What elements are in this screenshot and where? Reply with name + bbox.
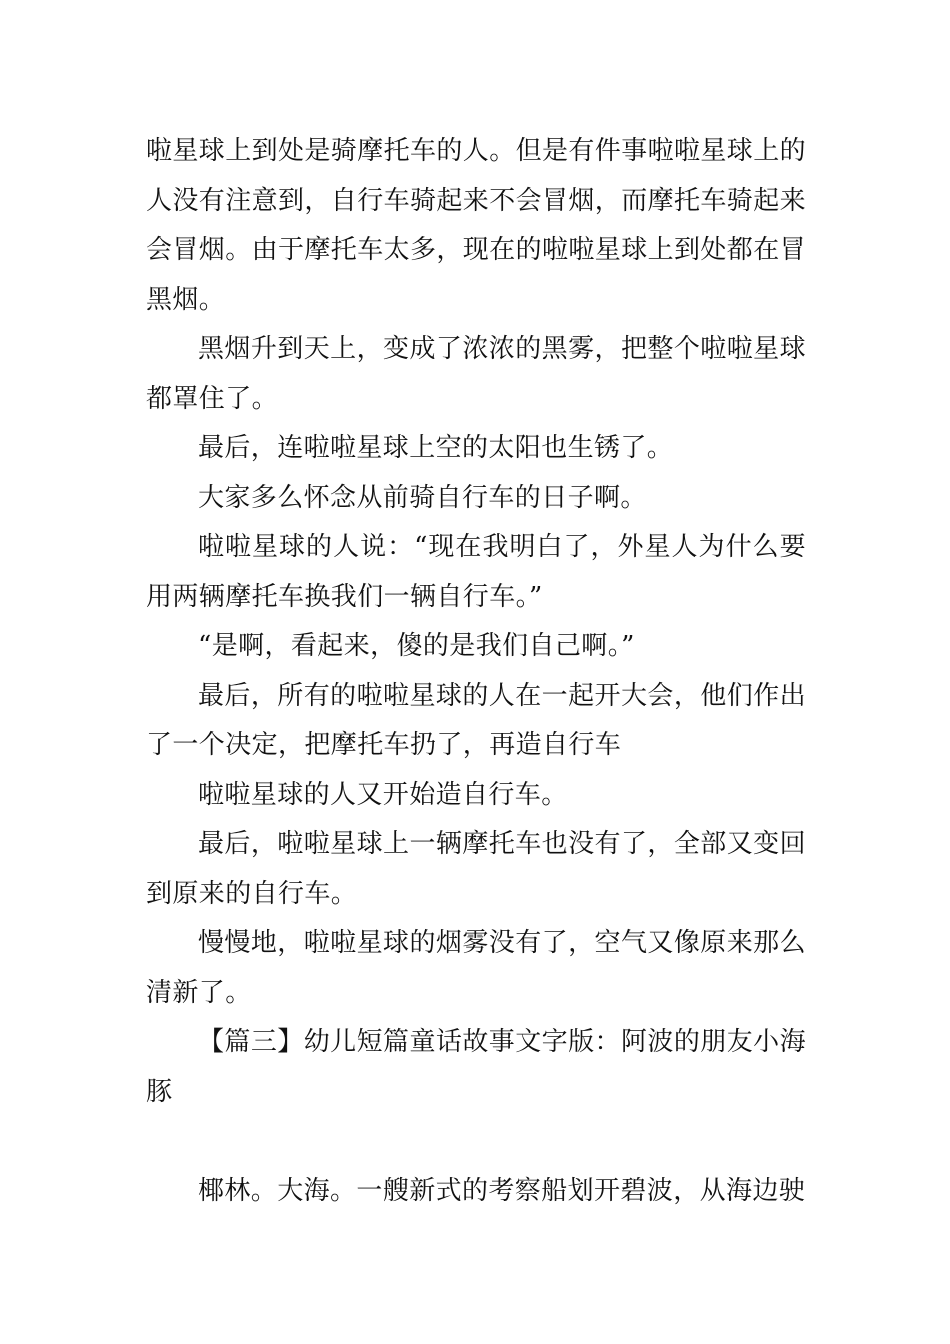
paragraph-1: 啦星球上到处是骑摩托车的人。但是有件事啦啦星球上的人没有注意到，自行车骑起来不会冒烟，而摩托车骑起来会冒烟。由于摩托车太多，现在的啦啦星球上到处都在冒黑烟。 [146, 136, 807, 315]
document-body [146, 127, 806, 1216]
paragraph-8: 啦啦星球的人又开始造自行车。 [198, 779, 568, 810]
paragraph-5: 啦啦星球的人说：“现在我明白了，外星人为什么要用两辆摩托车换我们一辆自行车。” [146, 532, 806, 612]
paragraph-6: “是啊，看起来，傻的是我们自己啊。” [198, 631, 635, 661]
paragraph-10: 慢慢地，啦啦星球的烟雾没有了，空气又像原来那么清新了。 [146, 928, 806, 1008]
paragraph-3: 最后，连啦啦星球上空的太阳也生锈了。 [198, 433, 674, 463]
section-heading: 【篇三】幼儿短篇童话故事文字版：阿波的朋友小海豚 [146, 1027, 806, 1107]
paragraph-2: 黑烟升到天上，变成了浓浓的黑雾，把整个啦啦星球都罩住了。 [146, 334, 806, 414]
paragraph-9: 最后，啦啦星球上一辆摩托车也没有了，全部又变回到原来的自行车。 [146, 829, 806, 909]
paragraph-4: 大家多么怀念从前骑自行车的日子啊。 [198, 482, 647, 513]
blank-line [146, 1117, 806, 1167]
paragraph-11: 椰林。大海。一艘新式的考察船划开碧波，从海边驶 [198, 1175, 806, 1206]
paragraph-7: 最后，所有的啦啦星球的人在一起开大会，他们作出了一个决定，把摩托车扔了，再造自行车 [146, 680, 806, 760]
